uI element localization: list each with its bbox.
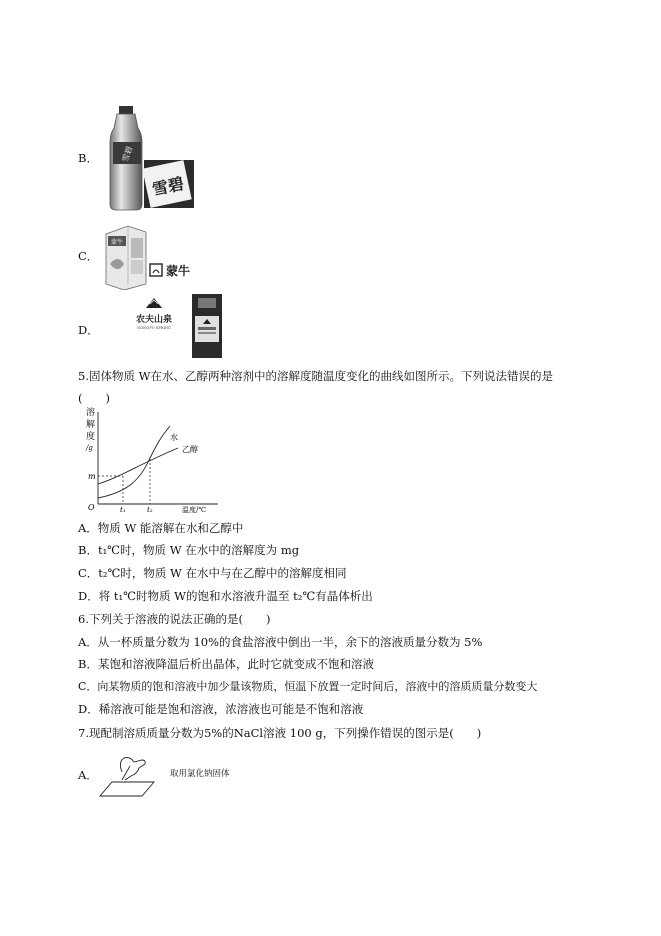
- ylabel-char-2: 解: [86, 420, 96, 430]
- nongfu-spring-image: [118, 294, 228, 358]
- curve-water: [98, 426, 170, 498]
- mengniu-box-image: [100, 224, 212, 290]
- origin-label: O: [88, 503, 95, 512]
- t1-tick-label: t₁: [120, 506, 126, 514]
- curve-ethanol: [98, 448, 178, 484]
- nongfu-logo-en: NONGFU SPRING: [137, 326, 171, 330]
- ylabel-char-1: 溶: [86, 408, 96, 418]
- xlabel: 温度/℃: [182, 506, 207, 514]
- q7-stem: 7.现配制溶质质量分数为5%的NaCl溶液 100 g，下列操作错误的图示是( ): [78, 726, 482, 740]
- ylabel-char-3: 度: [86, 432, 96, 442]
- t2-tick-label: t₂: [147, 506, 153, 514]
- q5-stem: 5.固体物质 W在水、乙醇两种溶剂中的溶解度随温度变化的曲线如图所示。下列说法错误的是: [78, 369, 553, 383]
- mengniu-logo-text: 蒙牛: [166, 264, 191, 278]
- take-salt-figure: [98, 752, 158, 800]
- q5-option-d: D．将 t₁℃时物质 W的饱和水溶液升温至 t₂℃有晶体析出: [78, 589, 373, 603]
- q7-option-a-label: A．: [78, 768, 98, 782]
- curve-label-water: 水: [170, 433, 178, 442]
- box-brand-text: 蒙牛: [110, 239, 124, 246]
- nongfu-logo-text: 农夫山泉: [135, 315, 173, 325]
- paper-sheet-icon: [100, 782, 154, 796]
- q7-option-a-caption: 取用氯化钠固体: [170, 769, 230, 779]
- q5-option-b: B．t₁℃时，物质 W 在水中的溶解度为 mg: [78, 543, 300, 557]
- svg-text:雪碧: 雪碧: [120, 145, 135, 164]
- ylabel-unit: /g: [86, 444, 93, 452]
- q5-paren: ( ): [78, 391, 110, 405]
- option-d-label: D．: [78, 323, 99, 337]
- q6-stem: 6.下列关于溶液的说法正确的是( ): [78, 612, 271, 626]
- option-c-label: C．: [78, 249, 99, 263]
- sprite-logo-text: 雪碧: [150, 173, 186, 200]
- q6-option-d: D．稀溶液可能是饱和溶液，浓溶液也可能是不饱和溶液: [78, 702, 364, 716]
- q6-option-a: A．从一杯质量分数为 10%的食盐溶液中倒出一半，余下的溶液质量分数为 5%: [78, 635, 483, 649]
- curve-label-ethanol: 乙醇: [182, 445, 198, 454]
- solubility-figure: [78, 406, 228, 514]
- q6-option-b: B．某饱和溶液降温后析出晶体，此时它就变成不饱和溶液: [78, 657, 374, 671]
- q5-option-a: A．物质 W 能溶解在水和乙醇中: [78, 521, 244, 535]
- q6-option-c: C．向某物质的饱和溶液中加少量该物质，恒温下放置一定时间后，溶液中的溶质质量分数变大: [78, 680, 538, 693]
- option-b-label: B．: [78, 151, 98, 165]
- m-tick-label: m: [88, 472, 96, 481]
- sprite-bottle-image: [108, 104, 196, 212]
- q5-option-c: C．t₂℃时，物质 W 在水中与在乙醇中的溶解度相同: [78, 566, 347, 580]
